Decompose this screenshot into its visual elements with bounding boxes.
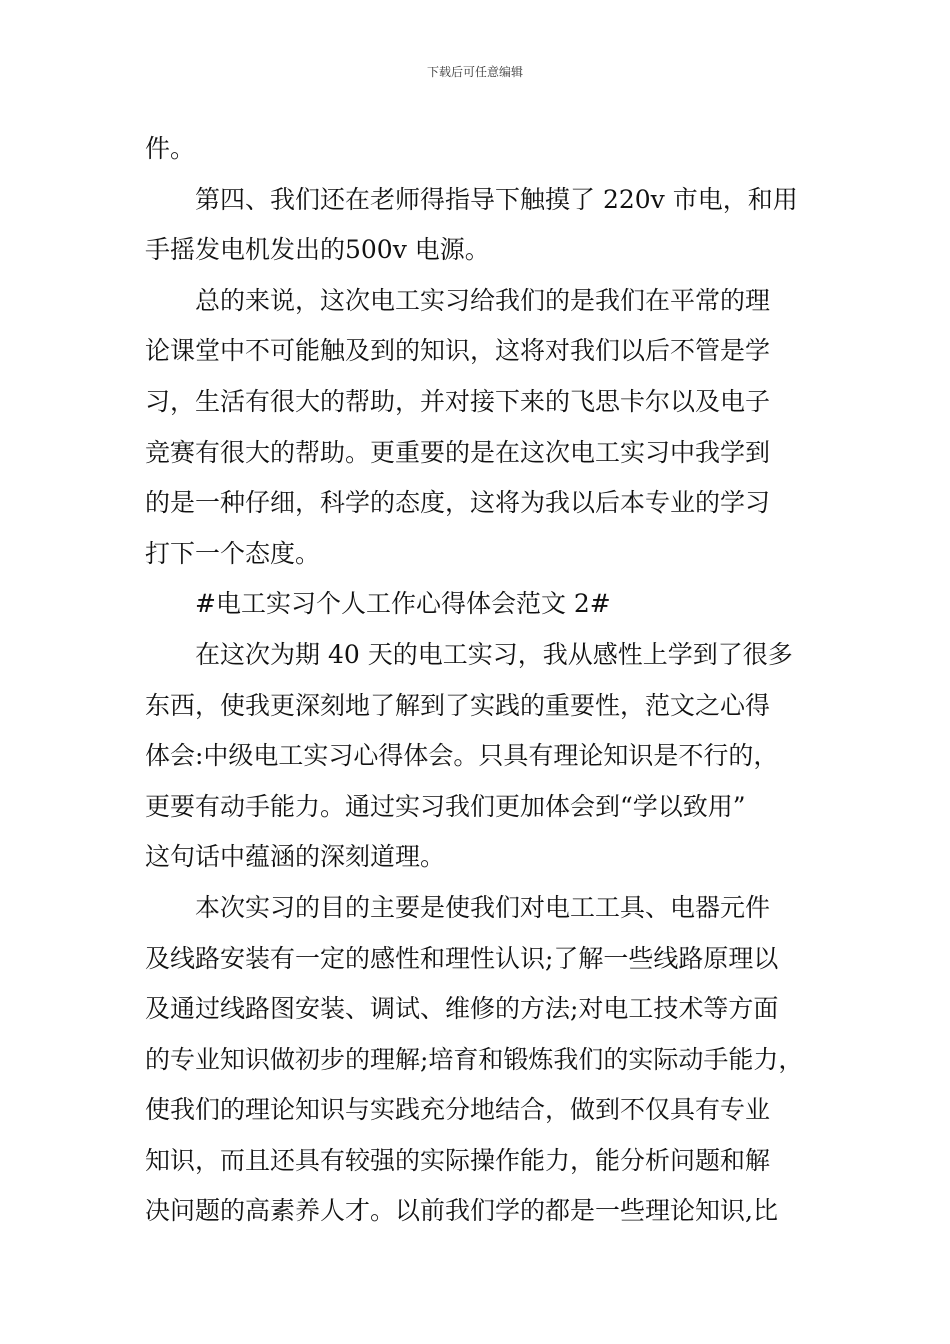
text-line: 知识，而且还具有较强的实际操作能力，能分析问题和解 (145, 1145, 771, 1175)
text-line: 本次实习的目的主要是使我们对电工工具、电器元件 (195, 892, 771, 922)
text-line: 及线路安装有一定的感性和理性认识;了解一些线路原理以 (145, 943, 779, 973)
text-line: 决问题的高素养人才。以前我们学的都是一些理论知识,比 (145, 1196, 778, 1226)
text-line: 总的来说，这次电工实习给我们的是我们在平常的理 (195, 285, 771, 315)
text-line: 习，生活有很大的帮助，并对接下来的飞思卡尔以及电子 (145, 386, 771, 416)
text-line: 更要有动手能力。通过实习我们更加体会到“学以致用” (145, 791, 746, 821)
section-heading: #电工实习个人工作心得体会范文 2# (195, 589, 611, 619)
text-line: 及通过线路图安装、调试、维修的方法;对电工技术等方面 (145, 994, 779, 1024)
text-line: 东西，使我更深刻地了解到了实践的重要性，范文之心得 (145, 690, 771, 720)
text-line: 竞赛有很大的帮助。更重要的是在这次电工实习中我学到 (145, 437, 771, 467)
text-line: 在这次为期 40 天的电工实习，我从感性上学到了很多 (195, 639, 793, 669)
text-line: 这句话中蕴涵的深刻道理。 (145, 842, 446, 872)
document-body (145, 124, 810, 1237)
text-line: 使我们的理论知识与实践充分地结合，做到不仅具有专业 (145, 1095, 771, 1125)
text-line: 的是一种仔细，科学的态度，这将为我以后本专业的学习 (145, 488, 771, 518)
text-line: 打下一个态度。 (145, 538, 321, 568)
text-line: 体会:中级电工实习心得体会。只具有理论知识是不行的， (145, 741, 779, 771)
text-line: 手摇发电机发出的500v 电源。 (145, 235, 490, 265)
text-line: 件。 (145, 134, 196, 163)
text-line: 的专业知识做初步的理解;培育和锻炼我们的实际动手能力， (145, 1044, 804, 1074)
text-line: 论课堂中不可能触及到的知识，这将对我们以后不管是学 (145, 336, 771, 366)
page-header: 下载后可任意编辑 (426, 65, 523, 79)
text-line: 第四、我们还在老师得指导下触摸了 220v 市电，和用 (195, 184, 798, 214)
